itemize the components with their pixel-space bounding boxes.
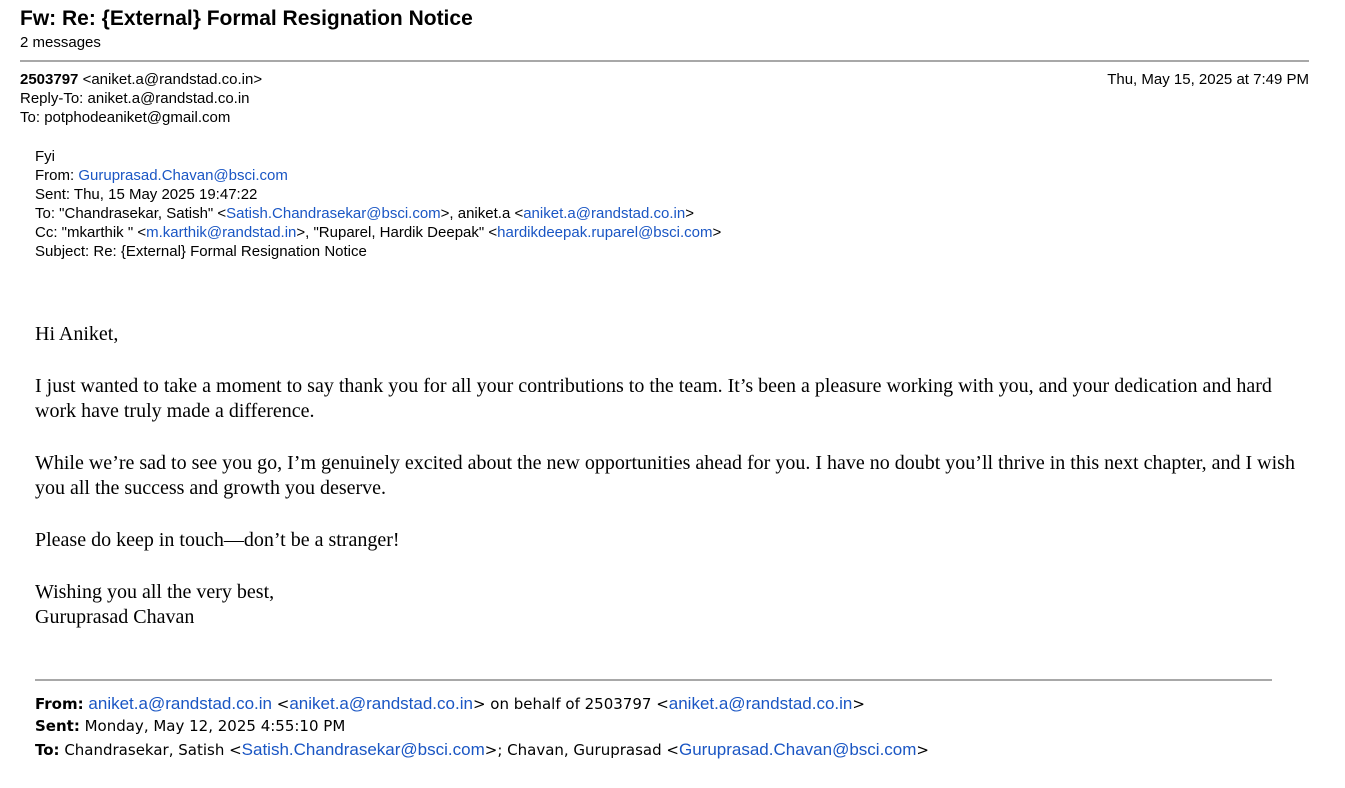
message-count: 2 messages bbox=[20, 34, 101, 51]
sender-line bbox=[20, 70, 262, 89]
body-signature: Guruprasad Chavan bbox=[35, 606, 195, 628]
header-divider bbox=[20, 60, 1309, 62]
forward-from-line bbox=[35, 166, 721, 185]
reply-to-label: Reply-To: bbox=[20, 90, 84, 107]
to-label: To: bbox=[20, 109, 41, 126]
body-closing: Wishing you all the very best, bbox=[35, 581, 275, 603]
forward-cc-mid: >, "Ruparel, Hardik Deepak" < bbox=[296, 224, 498, 241]
forward-cc-suffix: > bbox=[712, 224, 722, 241]
body-paragraph-3: Please do keep in touch—don’t be a stranger! bbox=[35, 529, 400, 551]
reply-to-address: aniket.a@randstad.co.in bbox=[87, 90, 250, 107]
forward-note: Fyi bbox=[35, 148, 55, 165]
forward-to-link-1[interactable]: Satish.Chandrasekar@bsci.com bbox=[226, 205, 441, 222]
original-from-link-2[interactable]: aniket.a@randstad.co.in bbox=[289, 694, 473, 713]
forward-cc-link-2[interactable]: hardikdeepak.ruparel@bsci.com bbox=[497, 224, 713, 241]
original-to-mid: >; Chavan, Guruprasad < bbox=[484, 741, 679, 759]
original-message-header bbox=[35, 692, 929, 761]
thread-subject: Fw: Re: {External} Formal Resignation Notice bbox=[20, 7, 473, 30]
original-to-label: To: bbox=[35, 741, 60, 759]
original-from-line bbox=[35, 692, 929, 715]
forward-cc-line bbox=[35, 223, 721, 242]
sender-name: 2503797 bbox=[20, 71, 79, 88]
original-sent-value: Monday, May 12, 2025 4:55:10 PM bbox=[79, 717, 346, 735]
forward-cc-prefix: Cc: "mkarthik " < bbox=[35, 224, 147, 241]
forward-to-mid: >, aniket.a < bbox=[440, 205, 524, 222]
original-from-behalf: > on behalf of 2503797 < bbox=[472, 695, 669, 713]
body-paragraph-2: While we’re sad to see you go, I’m genuinely excited about the new opportunities ahead for you. I have no doubt you’ll thrive in this next chapter, and I wish you all the success and growth you deserve. bbox=[35, 452, 1295, 499]
body-paragraph-1: I just wanted to take a moment to say thank you for all your contributions to the team. It’s been a pleasure working with you, and your dedication and hard work have truly made a difference. bbox=[35, 375, 1272, 422]
original-sent-line bbox=[35, 715, 929, 738]
to-line bbox=[20, 108, 230, 127]
body-greeting: Hi Aniket, bbox=[35, 323, 119, 345]
message-body bbox=[35, 322, 1295, 630]
original-from-close: > bbox=[852, 695, 865, 713]
message-date: Thu, May 15, 2025 at 7:49 PM bbox=[1107, 71, 1309, 88]
forward-subject-line: Subject: Re: {External} Formal Resignation Notice bbox=[35, 243, 367, 260]
original-to-close: > bbox=[916, 741, 929, 759]
original-message-divider bbox=[35, 679, 1272, 681]
original-to-line bbox=[35, 738, 929, 761]
forward-to-link-2[interactable]: aniket.a@randstad.co.in bbox=[523, 205, 686, 222]
original-to-name-1: Chandrasekar, Satish < bbox=[59, 741, 242, 759]
original-from-label: From: bbox=[35, 695, 84, 713]
sender-email: <aniket.a@randstad.co.in> bbox=[82, 71, 263, 88]
forward-to-line bbox=[35, 204, 721, 223]
forward-cc-link-1[interactable]: m.karthik@randstad.in bbox=[146, 224, 297, 241]
original-from-link[interactable]: aniket.a@randstad.co.in bbox=[88, 694, 272, 713]
reply-to-line bbox=[20, 89, 250, 108]
forwarded-header bbox=[35, 147, 721, 261]
original-to-link-1[interactable]: Satish.Chandrasekar@bsci.com bbox=[241, 740, 485, 759]
original-from-link-3[interactable]: aniket.a@randstad.co.in bbox=[668, 694, 853, 713]
to-address: potphodeaniket@gmail.com bbox=[44, 109, 231, 126]
forward-from-link[interactable]: Guruprasad.Chavan@bsci.com bbox=[78, 167, 288, 184]
forward-to-suffix: > bbox=[685, 205, 694, 222]
original-sent-label: Sent: bbox=[35, 717, 80, 735]
forward-sent-line: Sent: Thu, 15 May 2025 19:47:22 bbox=[35, 186, 258, 203]
forward-from-label: From: bbox=[35, 167, 75, 184]
original-to-link-2[interactable]: Guruprasad.Chavan@bsci.com bbox=[678, 740, 917, 759]
forward-to-prefix: To: "Chandrasekar, Satish" < bbox=[35, 205, 227, 222]
original-from-open: < bbox=[272, 695, 290, 713]
